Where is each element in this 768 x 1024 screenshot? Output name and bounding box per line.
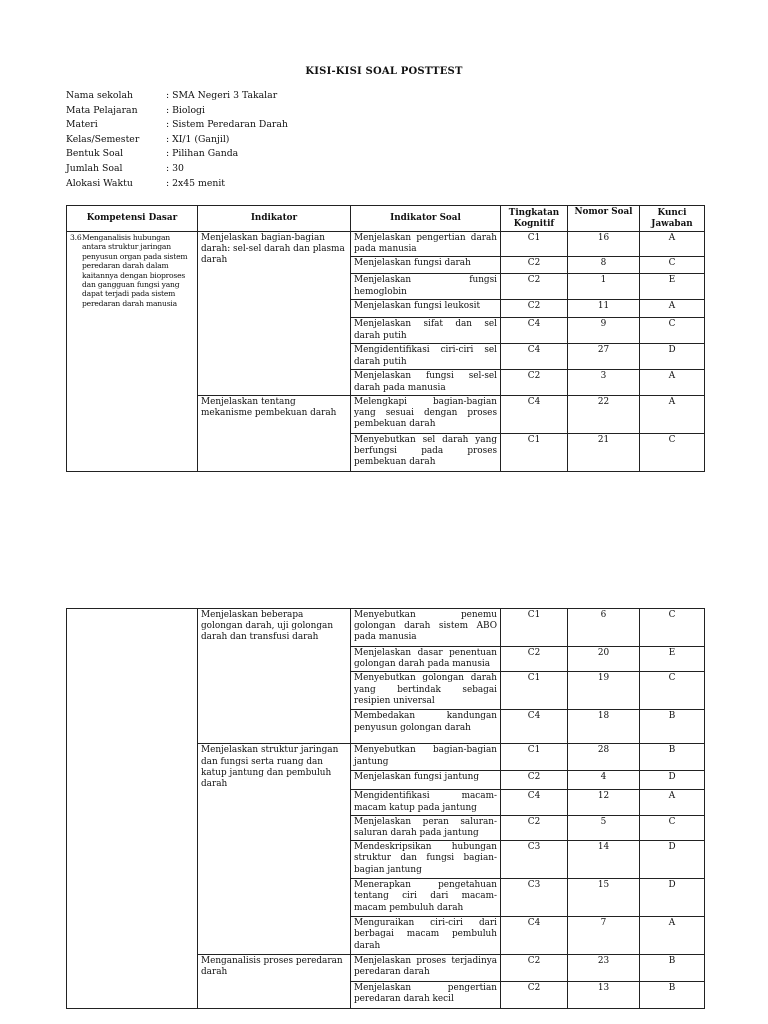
tingkatan-cell: C4 — [501, 318, 568, 344]
table-row — [67, 232, 705, 257]
nomor-cell: 16 — [568, 232, 640, 257]
tingkatan-cell: C4 — [501, 395, 568, 433]
tingkatan-cell: C2 — [501, 274, 568, 300]
tingkatan-cell: C4 — [501, 344, 568, 370]
kunci-cell: B — [640, 744, 705, 771]
indikator-soal-cell: Menjelaskan proses terjadinya peredaran darah — [351, 955, 501, 982]
nomor-cell: 12 — [568, 790, 640, 815]
info-value: : SMA Negeri 3 Takalar — [166, 90, 278, 101]
indikator-soal-cell: Menyebutkan bagian-bagian jantung — [351, 744, 501, 771]
nomor-cell: 18 — [568, 710, 640, 744]
tingkatan-cell: C4 — [501, 790, 568, 815]
info-label: Alokasi Waktu — [66, 177, 133, 189]
indikator-soal-cell: Menjelaskan fungsi jantung — [351, 771, 501, 790]
tingkatan-cell: C4 — [501, 710, 568, 744]
kunci-cell: B — [640, 710, 705, 744]
indikator-cell: Menganalisis proses peredaran darah — [198, 955, 351, 1009]
indikator-soal-cell: Menyebutkan golongan darah yang bertindak sebagai resipien universal — [351, 672, 501, 710]
info-label: Kelas/Semester — [66, 133, 140, 145]
nomor-cell: 19 — [568, 672, 640, 710]
header-kunci: Kunci Jawaban — [640, 206, 705, 232]
kunci-cell: D — [640, 344, 705, 370]
indikator-cell: Menjelaskan bagian-bagian darah: sel-sel darah dan plasma darah — [198, 232, 351, 396]
kunci-cell: C — [640, 815, 705, 840]
indikator-soal-cell: Menjelaskan fungsi hemoglobin — [351, 274, 501, 300]
nomor-cell: 1 — [568, 274, 640, 300]
kunci-cell: D — [640, 771, 705, 790]
indikator-cell: Menjelaskan struktur jaringan dan fungsi serta ruang dan katup jantung dan pembuluh darah — [198, 744, 351, 955]
info-row-form — [66, 147, 288, 162]
info-row-class — [66, 133, 288, 148]
header-indikator: Indikator — [198, 206, 351, 232]
info-value: : Sistem Peredaran Darah — [166, 119, 288, 131]
info-row-time — [66, 177, 288, 192]
indikator-soal-cell: Mendeskripsikan hubungan struktur dan fungsi bagian-bagian jantung — [351, 841, 501, 879]
tingkatan-cell: C1 — [501, 232, 568, 257]
nomor-cell: 4 — [568, 771, 640, 790]
kunci-cell: A — [640, 395, 705, 433]
info-row-material — [66, 118, 288, 133]
tingkatan-cell: C2 — [501, 771, 568, 790]
tingkatan-cell: C1 — [501, 672, 568, 710]
kunci-cell: A — [640, 790, 705, 815]
kunci-cell: E — [640, 274, 705, 300]
indikator-soal-cell: Menjelaskan fungsi darah — [351, 257, 501, 274]
info-label: Bentuk Soal — [66, 148, 124, 160]
header-indikator-soal: Indikator Soal — [351, 206, 501, 232]
document-info — [66, 89, 288, 191]
grid-table-2 — [66, 608, 705, 1009]
table-header-row — [67, 206, 705, 232]
kunci-cell: A — [640, 232, 705, 257]
kunci-cell: B — [640, 982, 705, 1009]
nomor-cell: 15 — [568, 879, 640, 917]
info-value: : 30 — [166, 162, 184, 174]
tingkatan-cell: C1 — [501, 609, 568, 647]
tingkatan-cell: C2 — [501, 955, 568, 982]
kunci-cell: C — [640, 609, 705, 647]
tingkatan-cell: C2 — [501, 300, 568, 318]
kd-cell — [67, 232, 198, 472]
kunci-cell: C — [640, 257, 705, 274]
info-row-count — [66, 162, 288, 177]
tingkatan-cell: C4 — [501, 917, 568, 955]
info-row-school — [66, 89, 288, 104]
info-value: : 2x45 menit — [166, 177, 226, 189]
kunci-cell: A — [640, 370, 705, 395]
nomor-cell: 6 — [568, 609, 640, 647]
nomor-cell: 22 — [568, 395, 640, 433]
tingkatan-cell: C2 — [501, 257, 568, 274]
indikator-soal-cell: Membedakan kandungan penyusun golongan darah — [351, 710, 501, 744]
indikator-cell: Menjelaskan beberapa golongan darah, uji golongan darah dan transfusi darah — [198, 609, 351, 744]
info-value: : Pilihan Ganda — [166, 148, 239, 160]
info-label: Jumlah Soal — [66, 162, 123, 174]
header-kd: Kompetensi Dasar — [67, 206, 198, 232]
kunci-cell: A — [640, 300, 705, 318]
indikator-soal-cell: Menjelaskan fungsi sel-sel darah pada manusia — [351, 370, 501, 395]
kunci-cell: A — [640, 917, 705, 955]
header-tingkatan: Tingkatan Kognitif — [501, 206, 568, 232]
info-row-subject — [66, 104, 288, 119]
indikator-soal-cell: Menyebutkan penemu golongan darah sistem ABO pada manusia — [351, 609, 501, 647]
nomor-cell: 21 — [568, 433, 640, 471]
info-value: : XI/1 (Ganjil) — [166, 133, 230, 145]
indikator-soal-cell: Menjelaskan dasar penentuan golongan darah pada manusia — [351, 647, 501, 672]
tingkatan-cell: C1 — [501, 433, 568, 471]
nomor-cell: 27 — [568, 344, 640, 370]
tingkatan-cell: C3 — [501, 841, 568, 879]
nomor-cell: 11 — [568, 300, 640, 318]
tingkatan-cell: C1 — [501, 744, 568, 771]
grid-table-1 — [66, 205, 705, 472]
info-label: Mata Pelajaran — [66, 104, 138, 116]
kunci-cell: D — [640, 841, 705, 879]
info-label: Nama sekolah — [66, 90, 133, 101]
tingkatan-cell: C2 — [501, 815, 568, 840]
tingkatan-cell: C3 — [501, 879, 568, 917]
tingkatan-cell: C2 — [501, 647, 568, 672]
indikator-soal-cell: Melengkapi bagian-bagian yang sesuai dengan proses pembekuan darah — [351, 395, 501, 433]
nomor-cell: 20 — [568, 647, 640, 672]
nomor-cell: 13 — [568, 982, 640, 1009]
nomor-cell: 28 — [568, 744, 640, 771]
nomor-cell: 5 — [568, 815, 640, 840]
info-label: Materi — [66, 119, 98, 131]
nomor-cell: 23 — [568, 955, 640, 982]
kunci-cell: C — [640, 433, 705, 471]
header-nomor: Nomor Soal — [568, 206, 640, 232]
nomor-cell: 9 — [568, 318, 640, 344]
indikator-soal-cell: Menjelaskan peran saluran-saluran darah pada jantung — [351, 815, 501, 840]
kunci-cell: E — [640, 647, 705, 672]
indikator-soal-cell: Menjelaskan sifat dan sel darah putih — [351, 318, 501, 344]
table-row — [67, 609, 705, 647]
indikator-soal-cell: Mengidentifikasi macam-macam katup pada jantung — [351, 790, 501, 815]
document-title: KISI-KISI SOAL POSTTEST — [305, 66, 463, 77]
nomor-cell: 3 — [568, 370, 640, 395]
nomor-cell: 8 — [568, 257, 640, 274]
nomor-cell: 7 — [568, 917, 640, 955]
indikator-soal-cell: Menjelaskan fungsi leukosit — [351, 300, 501, 318]
nomor-cell: 14 — [568, 841, 640, 879]
indikator-soal-cell: Menerapkan pengetahuan tentang ciri dari macam-macam pembuluh darah — [351, 879, 501, 917]
indikator-soal-cell: Menguraikan ciri-ciri dari berbagai macam pembuluh darah — [351, 917, 501, 955]
indikator-soal-cell: Menjelaskan pengertian peredaran darah kecil — [351, 982, 501, 1009]
kunci-cell: C — [640, 318, 705, 344]
kd-number: 3.6 — [70, 233, 82, 242]
indikator-cell: Menjelaskan tentang mekanisme pembekuan darah — [198, 395, 351, 471]
kd-cell-empty — [67, 609, 198, 1009]
tingkatan-cell: C2 — [501, 982, 568, 1009]
kunci-cell: D — [640, 879, 705, 917]
tingkatan-cell: C2 — [501, 370, 568, 395]
kd-text: Menganalisis hubungan antara struktur jaringan penyusun organ pada sistem peredaran darah dalam kaitannya dengan bioproses dan gangguan fungsi yang dapat terjadi pada sistem peredaran darah manusia — [82, 233, 188, 308]
indikator-soal-cell: Menyebutkan sel darah yang berfungsi pada proses pembekuan darah — [351, 433, 501, 471]
indikator-soal-cell: Mengidentifikasi ciri-ciri sel darah putih — [351, 344, 501, 370]
kunci-cell: B — [640, 955, 705, 982]
kunci-cell: C — [640, 672, 705, 710]
info-value: : Biologi — [166, 104, 205, 116]
indikator-soal-cell: Menjelaskan pengertian darah pada manusia — [351, 232, 501, 257]
